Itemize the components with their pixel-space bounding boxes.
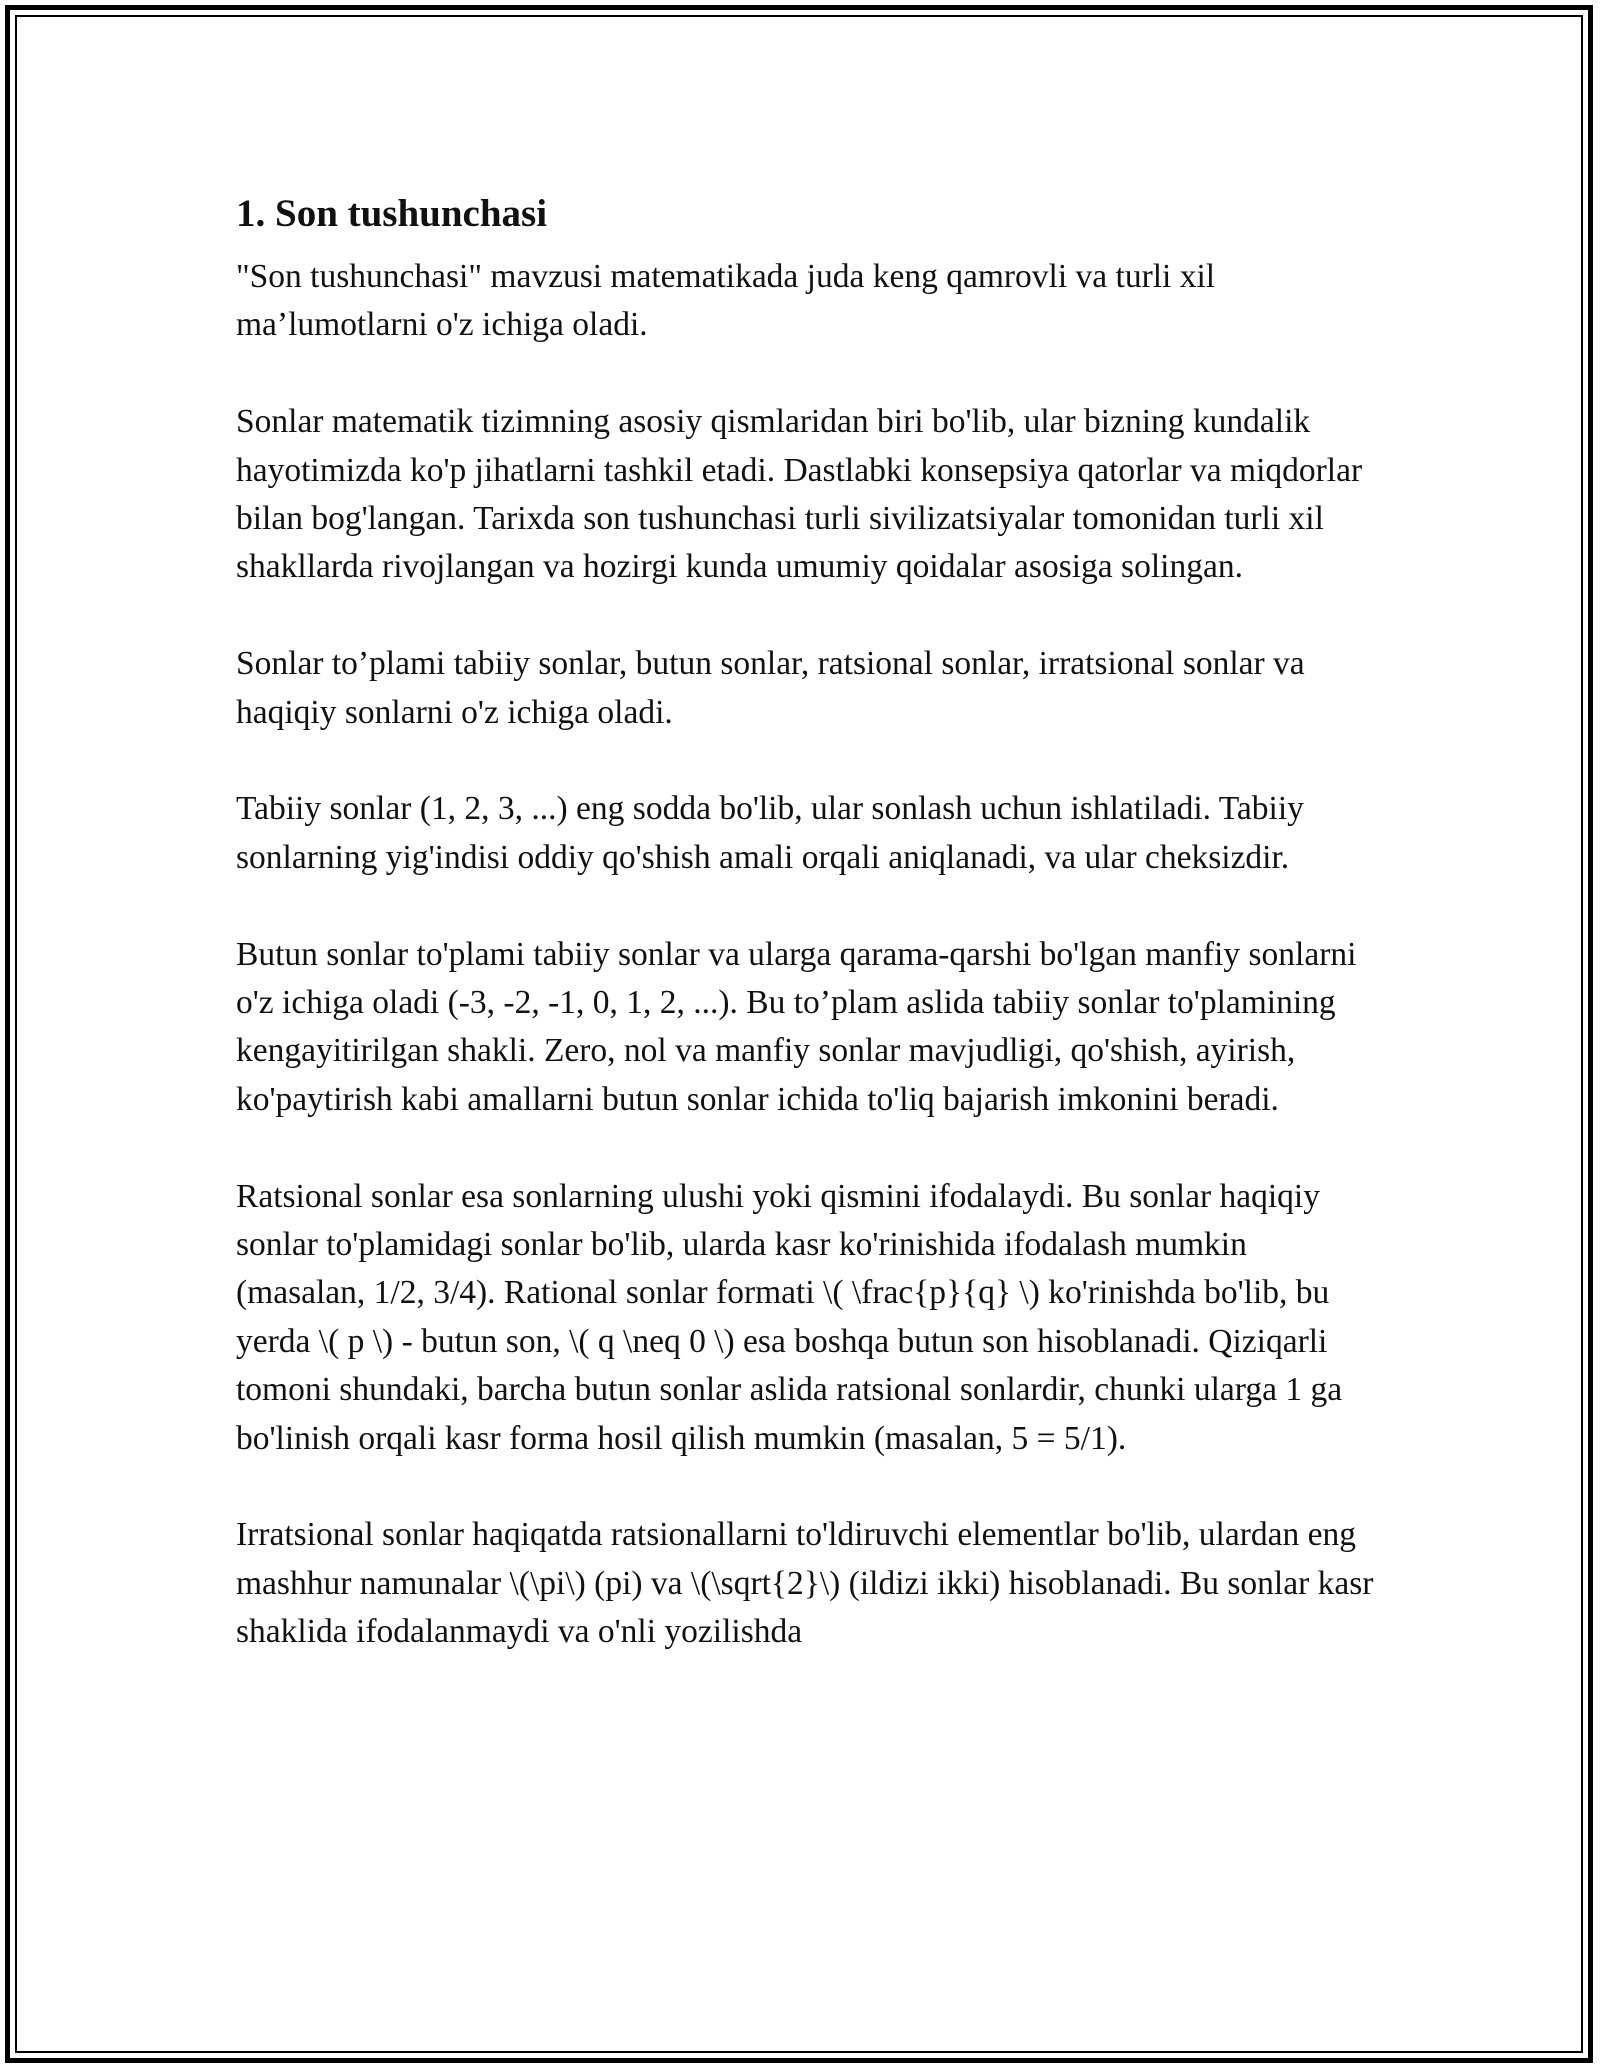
document-body [236,186,1376,1705]
paragraph-number-sets: Sonlar to’plami tabiiy sonlar, butun sonlar, ratsional sonlar, irratsional sonlar va haqiqiy sonlarni o'z ichiga oladi. [236,645,1305,731]
paragraph-intro: "Son tushunchasi" mavzusi matematikada juda keng qamrovli va turli xil ma’lumotlarni o'z ichiga oladi. [236,258,1216,344]
paragraph-irrational-numbers: Irratsional sonlar haqiqatda ratsionallarni to'ldiruvchi elementlar bo'lib, ulardan eng mashhur namunalar \(\pi\) (pi) va \(\sqrt{2}\) (ildizi ikki) hisoblanadi. Bu sonlar kasr shaklida ifodalanmaydi va o'nli yozilishda [236,1516,1374,1651]
paragraph-natural-numbers: Tabiiy sonlar (1, 2, 3, ...) eng sodda bo'lib, ular sonlash uchun ishlatiladi. Tabiiy sonlarning yig'indisi oddiy qo'shish amali orqali aniqlanadi, va ular cheksizdir. [236,790,1304,876]
section-heading: 1. Son tushunchasi [236,192,548,235]
paragraph-rational-numbers: Ratsional sonlar esa sonlarning ulushi yoki qismini ifodalaydi. Bu sonlar haqiqiy sonlar to'plamidagi sonlar bo'lib, ularda kasr ko'rinishida ifodalash mumkin (masalan, 1/2, 3/4). Rational sonlar formati \( \frac{p}{q} \) ko'rinishda bo'lib, bu yerda \( p \) - butun son, \( q \neq 0 \) esa boshqa butun son hisoblanadi. Qiziqarli tomoni shundaki, barcha butun sonlar aslida ratsional sonlardir, chunki ularga 1 ga bo'linish orqali kasr forma hosil qilish mumkin (masalan, 5 = 5/1). [236,1177,1343,1457]
paragraph-numbers-overview: Sonlar matematik tizimning asosiy qismlaridan biri bo'lib, ular bizning kundalik hayotimizda ko'p jihatlarni tashkil etadi. Dastlabki konsepsiya qatorlar va miqdorlar bilan bog'langan. Tarixda son tushunchasi turli sivilizatsiyalar tomonidan turli xil shakllarda rivojlangan va hozirgi kunda umumiy qoidalar asosiga solingan. [236,403,1363,586]
paragraph-integers: Butun sonlar to'plami tabiiy sonlar va ularga qarama-qarshi bo'lgan manfiy sonlarni o'z ichiga oladi (-3, -2, -1, 0, 1, 2, ...). Bu to’plam aslida tabiiy sonlar to'plamining kengayitirilgan shakli. Zero, nol va manfiy sonlar mavjudligi, qo'shish, ayirish, ko'paytirish kabi amallarni butun sonlar ichida to'liq bajarish imkonini beradi. [236,935,1357,1118]
